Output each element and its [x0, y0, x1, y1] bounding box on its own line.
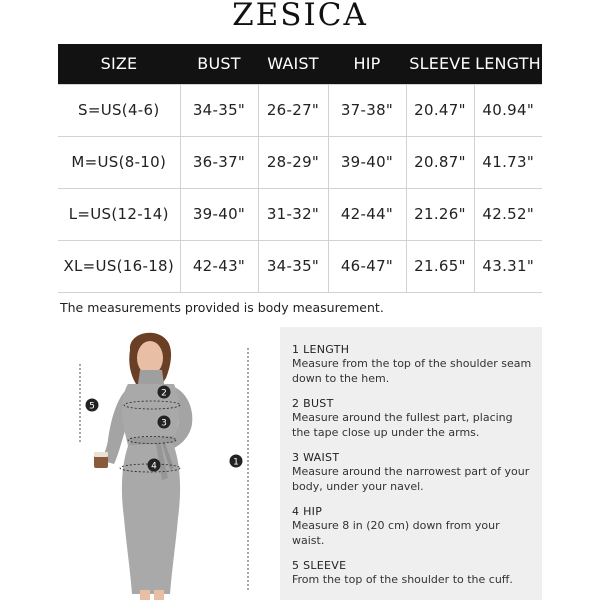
cell-size: M=US(8-10) [58, 136, 180, 188]
guide-item-bust [292, 397, 532, 440]
cell-bust: 39-40" [180, 188, 258, 240]
cell-sleeve: 20.47" [406, 84, 474, 136]
cell-length: 40.94" [474, 84, 542, 136]
cell-hip: 42-44" [328, 188, 406, 240]
size-chart-table [58, 44, 542, 293]
guide-item-sleeve [292, 559, 532, 588]
marker-2-label: 2 [161, 388, 167, 399]
guide-description: Measure from the top of the shoulder seam down to the hem. [292, 357, 532, 385]
guide-description: From the top of the shoulder to the cuff. [292, 573, 513, 586]
table-row [58, 136, 542, 188]
guide-title: 5 SLEEVE [292, 559, 347, 572]
cell-sleeve: 20.87" [406, 136, 474, 188]
cell-waist: 34-35" [258, 240, 328, 292]
collar-shape [138, 370, 164, 384]
guide-description: Measure around the narrowest part of your body, under your navel. [292, 465, 530, 493]
cell-length: 43.31" [474, 240, 542, 292]
cell-hip: 37-38" [328, 84, 406, 136]
leg-shape [154, 590, 164, 600]
face-shape [137, 341, 163, 375]
cell-waist: 26-27" [258, 84, 328, 136]
guide-description: Measure 8 in (20 cm) down from your waist. [292, 519, 500, 547]
cell-bust: 36-37" [180, 136, 258, 188]
leg-shape [140, 590, 150, 600]
guide-title: 4 HIP [292, 505, 323, 518]
table-row [58, 240, 542, 292]
table-row [58, 188, 542, 240]
marker-4-label: 4 [151, 461, 157, 472]
cell-length: 41.73" [474, 136, 542, 188]
cell-size: XL=US(16-18) [58, 240, 180, 292]
table-row [58, 84, 542, 136]
cell-waist: 28-29" [258, 136, 328, 188]
cell-hip: 46-47" [328, 240, 406, 292]
marker-3-label: 3 [161, 418, 167, 429]
cell-hip: 39-40" [328, 136, 406, 188]
brand-logo: ZESICA [232, 0, 368, 33]
guide-item-waist [292, 451, 532, 494]
model-figure [70, 328, 270, 600]
model-illustration [70, 328, 270, 600]
guide-title: 1 LENGTH [292, 343, 350, 356]
guide-item-length [292, 343, 532, 386]
header-length: LENGTH [474, 44, 542, 84]
cell-sleeve: 21.26" [406, 188, 474, 240]
cup-sleeve [94, 452, 108, 457]
dress-shape [122, 384, 180, 594]
cell-bust: 42-43" [180, 240, 258, 292]
header-size: SIZE [58, 44, 180, 84]
table-header-row [58, 44, 542, 84]
cell-length: 42.52" [474, 188, 542, 240]
header-sleeve: SLEEVE [406, 44, 474, 84]
header-waist: WAIST [258, 44, 328, 84]
measurement-note: The measurements provided is body measurement. [60, 300, 384, 315]
cell-waist: 31-32" [258, 188, 328, 240]
measurement-guide [280, 327, 542, 600]
cell-size: L=US(12-14) [58, 188, 180, 240]
cell-size: S=US(4-6) [58, 84, 180, 136]
guide-description: Measure around the fullest part, placing the tape close up under the arms. [292, 411, 513, 439]
guide-title: 2 BUST [292, 397, 334, 410]
guide-title: 3 WAIST [292, 451, 340, 464]
header-bust: BUST [180, 44, 258, 84]
marker-5-label: 5 [89, 401, 95, 412]
cell-bust: 34-35" [180, 84, 258, 136]
guide-item-hip [292, 505, 532, 548]
cell-sleeve: 21.65" [406, 240, 474, 292]
marker-1-label: 1 [233, 457, 239, 468]
header-hip: HIP [328, 44, 406, 84]
